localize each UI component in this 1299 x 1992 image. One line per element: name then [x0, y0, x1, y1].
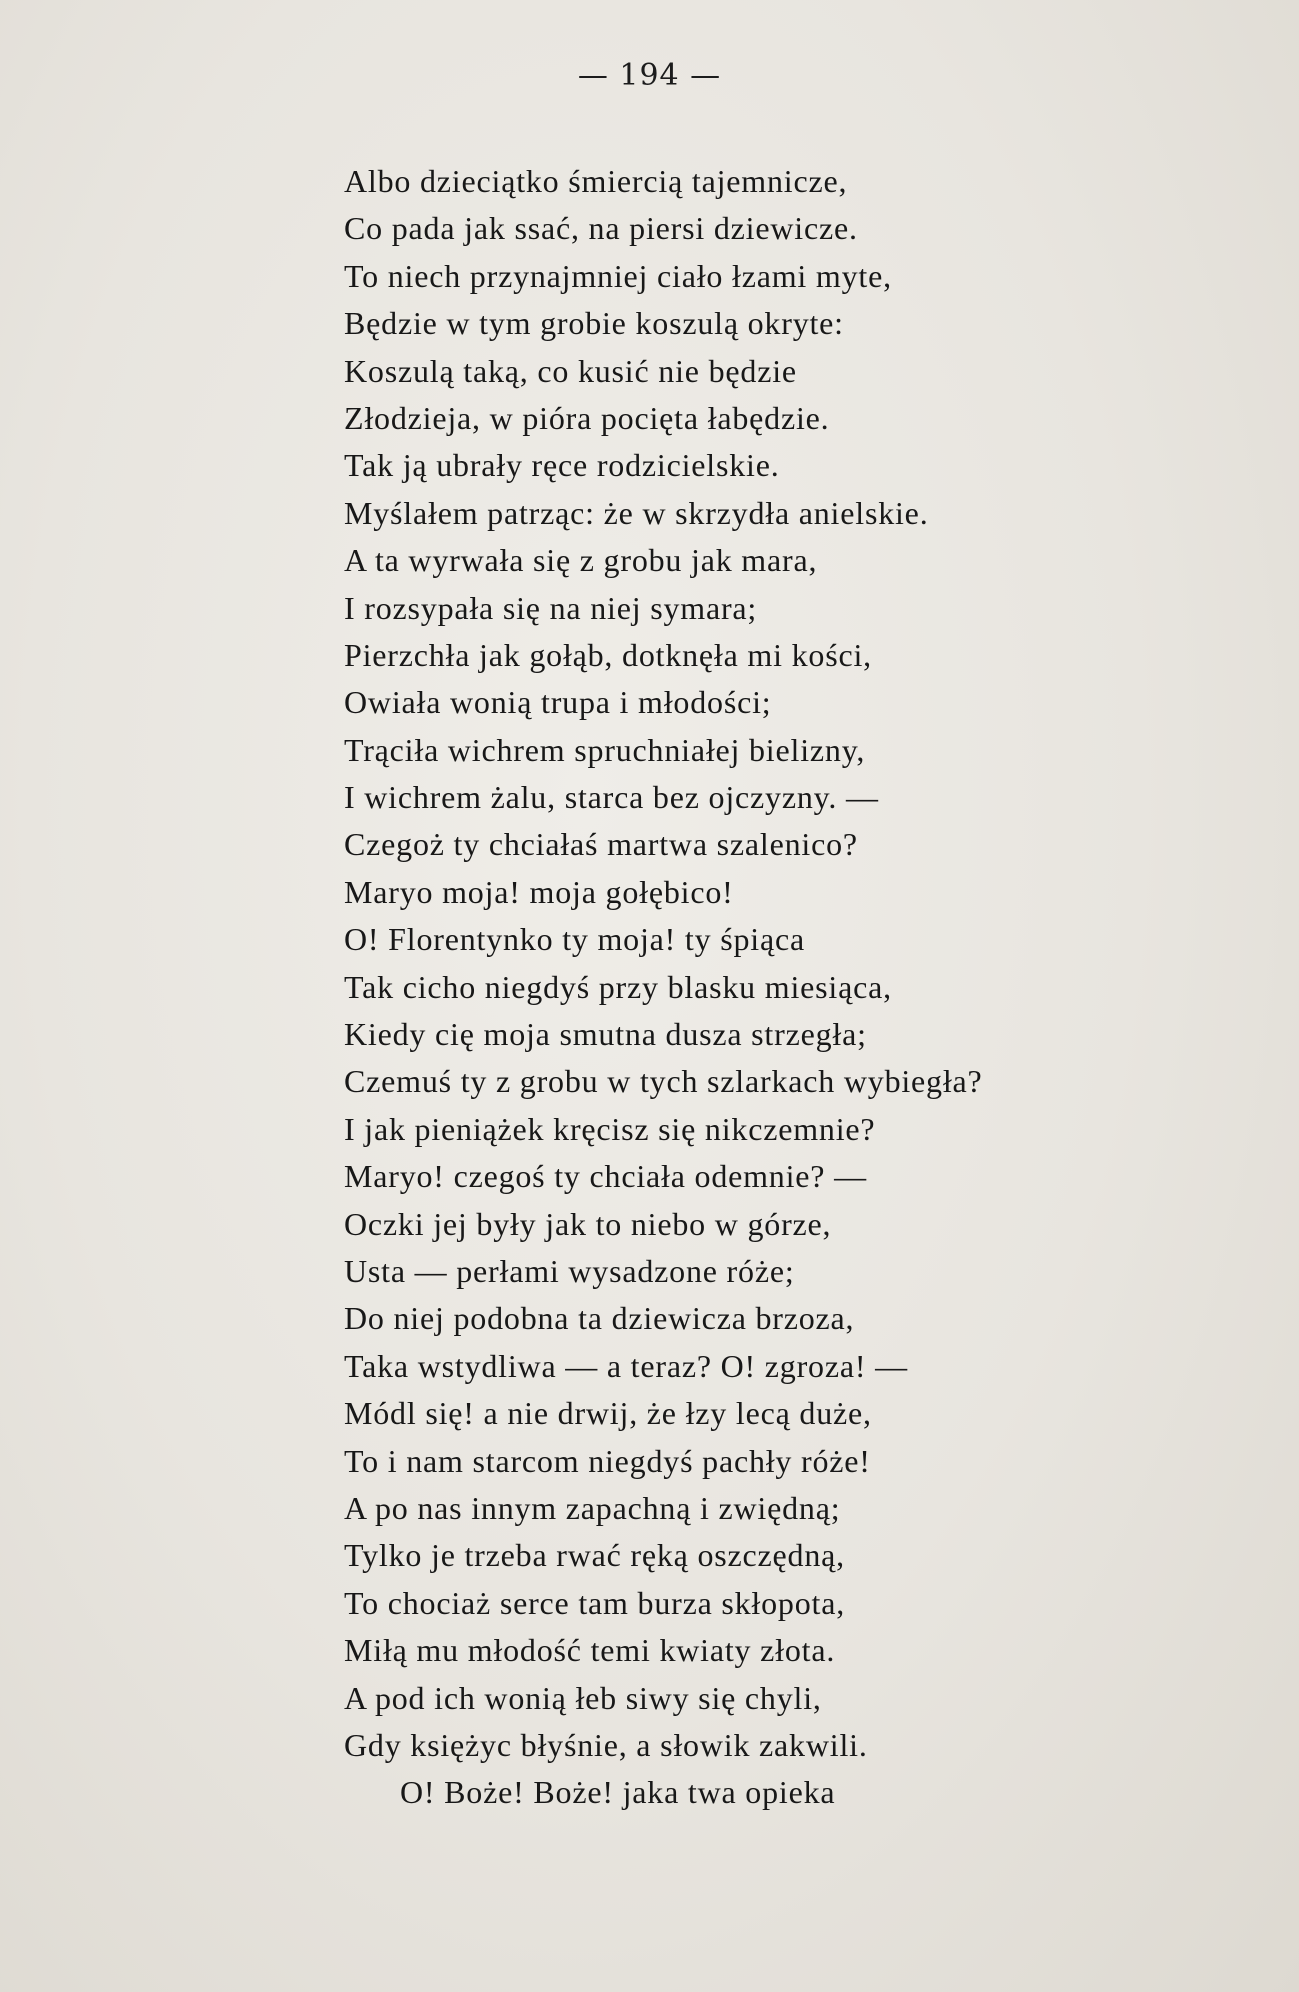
poem-line: A po nas innym zapachną i zwiędną;	[344, 1489, 841, 1526]
poem-line: Tak cicho niegdyś przy blasku miesiąca,	[344, 968, 892, 1005]
poem-text	[344, 158, 983, 1817]
poem-line: Czemuś ty z grobu w tych szlarkach wybiegła?	[344, 1063, 983, 1100]
page-number: — 194 —	[577, 58, 722, 93]
poem-line: A ta wyrwała się z grobu jak mara,	[344, 542, 818, 579]
poem-line: To chociaż serce tam burza skłopota,	[344, 1584, 846, 1621]
poem-line: Gdy księżyc błyśnie, a słowik zakwili.	[344, 1726, 868, 1763]
poem-line: Pierzchła jak gołąb, dotknęła mi kości,	[344, 636, 872, 673]
poem-line: Trąciła wichrem spruchniałej bielizny,	[344, 731, 866, 768]
poem-line: Tak ją ubrały ręce rodzicielskie.	[344, 447, 780, 484]
poem-line: O! Florentynko ty moja! ty śpiąca	[344, 921, 805, 958]
poem-line: Do niej podobna ta dziewicza brzoza,	[344, 1300, 855, 1337]
poem-line: I rozsypała się na niej symara;	[344, 589, 758, 626]
poem-line: Módl się! a nie drwij, że łzy lecą duże,	[344, 1395, 872, 1432]
poem-line: Usta — perłami wysadzone róże;	[344, 1252, 795, 1289]
poem-line: Owiała wonią trupa i młodości;	[344, 684, 772, 721]
poem-line: Albo dzieciątko śmiercią tajemnicze,	[344, 163, 848, 199]
poem-line: Złodzieja, w pióra pocięta łabędzie.	[344, 399, 830, 436]
poem-line: Taka wstydliwa — a teraz? O! zgroza! —	[344, 1347, 908, 1384]
poem-line: O! Boże! Boże! jaka twa opieka	[400, 1774, 836, 1811]
poem-line: Miłą mu młodość temi kwiaty złota.	[344, 1632, 836, 1669]
poem-line: Będzie w tym grobie koszulą okryte:	[344, 305, 844, 342]
poem-line: Co pada jak ssać, na piersi dziewicze.	[344, 210, 858, 247]
poem-line: Maryo moja! moja gołębico!	[344, 873, 734, 910]
poem-line: Czegoż ty chciałaś martwa szalenico?	[344, 826, 858, 863]
poem-line: I wichrem żalu, starca bez ojczyzny. —	[344, 779, 879, 816]
poem-line: To niech przynajmniej ciało łzami myte,	[344, 257, 892, 294]
poem-line: Kiedy cię moja smutna dusza strzegła;	[344, 1016, 867, 1053]
poem-line: Maryo! czegoś ty chciała odemnie? —	[344, 1158, 867, 1195]
poem-line: A pod ich wonią łeb siwy się chyli,	[344, 1679, 822, 1716]
poem-line: Koszulą taką, co kusić nie będzie	[344, 352, 797, 389]
poem-line: Oczki jej były jak to niebo w górze,	[344, 1205, 832, 1242]
poem-line: To i nam starcom niegdyś pachły róże!	[344, 1442, 871, 1479]
poem-line: I jak pieniążek kręcisz się nikczemnie?	[344, 1110, 876, 1147]
poem-line: Myślałem patrząc: że w skrzydła anielskie.	[344, 494, 929, 531]
poem-line: Tylko je trzeba rwać ręką oszczędną,	[344, 1537, 845, 1574]
